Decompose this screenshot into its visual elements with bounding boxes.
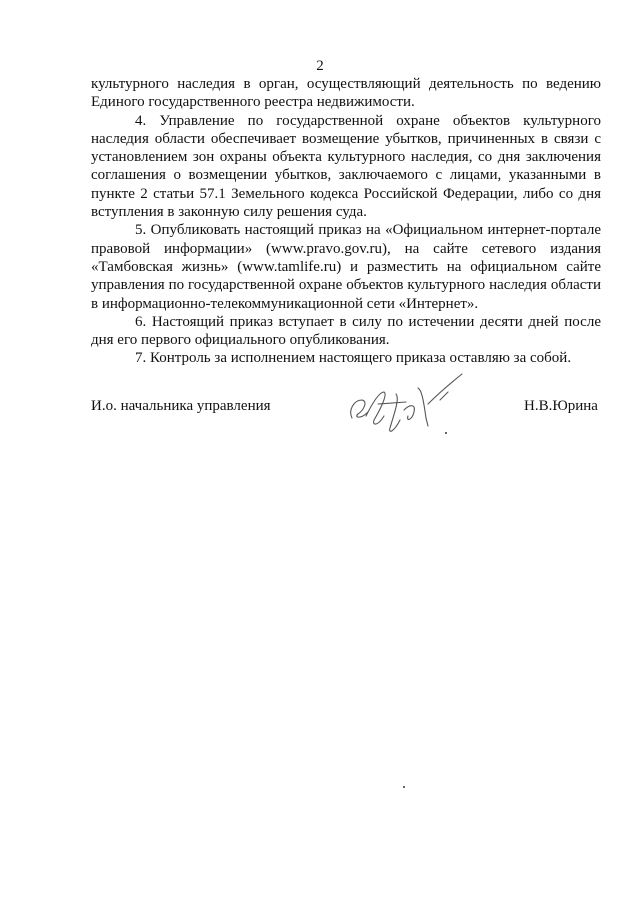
paragraph-item-6: 6. Настоящий приказ вступает в силу по истечении десяти дней после дня его первого официального опубликования. [91,313,601,349]
paragraph-item-4: 4. Управление по государственной охране объектов культурного наследия области обеспечивает возмещение убытков, причиненных в связи с установлением зон охраны объекта культурного наследия, со дня заключения соглашения о возмещении убытков, заключаемого с лицами, указанными в пункте 2 статьи 57.1 Земельного кодекса Российской Федерации, либо со дня вступления в законную силу решения суда. [91,112,601,221]
scan-speck [445,432,447,434]
handwritten-signature [344,370,494,440]
signatory-role: И.о. начальника управления [91,398,271,414]
paragraph-item-5: 5. Опубликовать настоящий приказ на «Официальном интернет-портале правовой информации» (www.pravo.gov.ru), на сайте сетевого издания «Тамбовская жизнь» (www.tamlife.ru) и разместить на официальном сайте управления по государственной охране объектов культурного наследия области в информационно-телекоммуникационной сети «Интернет». [91,222,601,312]
document-body [91,75,601,368]
signatory-name: Н.В.Юрина [524,398,598,414]
paragraph-continuation: культурного наследия в орган, осуществляющий деятельность по ведению Единого государственного реестра недвижимости. [91,76,601,111]
page-number: 2 [316,58,324,74]
paragraph-item-7: 7. Контроль за исполнением настоящего приказа оставляю за собой. [135,350,572,367]
scan-speck [403,786,405,788]
